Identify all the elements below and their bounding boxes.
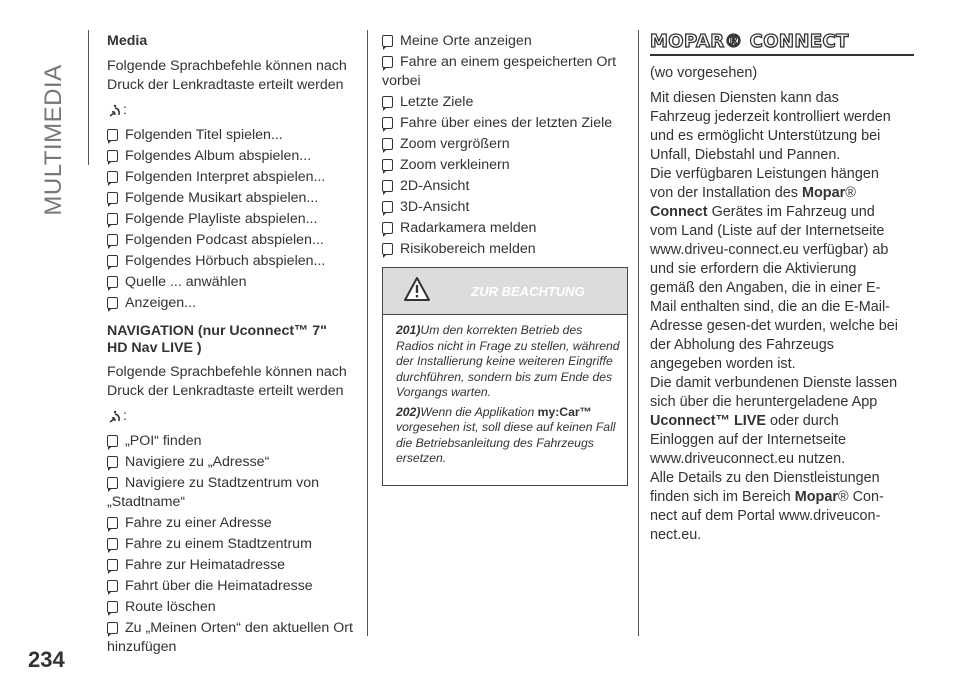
speech-bubble-icon (382, 180, 393, 192)
media-heading: Media (107, 33, 148, 49)
voice-command-line (109, 407, 357, 426)
command-text: Folgende Musikart abspielen... (125, 190, 319, 206)
speech-bubble-icon (107, 517, 118, 529)
command-item (107, 598, 357, 617)
command-text: Quelle ... anwählen (125, 274, 247, 290)
command-text: 2D-Ansicht (400, 178, 470, 194)
speech-bubble-icon (382, 201, 393, 213)
mopar-paragraph: Mit diesen Diensten kann das Fahrzeug jederzeit kontrolliert werden und es ermöglicht Unterstützung bei Unfall, Diebstahl und Pannen. (650, 90, 891, 163)
command-item (107, 147, 357, 166)
voice-command-icon (109, 103, 123, 119)
command-text: Folgenden Titel spielen... (125, 127, 283, 143)
mopar-paragraph: Alle Details zu den Dienstleistungen finden sich im Bereich Mopar® Con-nect auf dem Portal www.driveucon-nect.eu. (650, 470, 884, 543)
command-item (107, 126, 357, 145)
warning-icon (403, 276, 431, 302)
media-command-list (107, 126, 357, 313)
voice-colon: : (123, 408, 127, 424)
command-item (107, 273, 357, 292)
column-3 (650, 32, 902, 545)
command-item (382, 32, 627, 51)
command-item (382, 135, 627, 154)
command-item (107, 514, 357, 533)
speech-bubble-icon (107, 538, 118, 550)
command-text: Fahre an einem gespeicherten Ort vorbei (382, 54, 617, 89)
command-text: 3D-Ansicht (400, 199, 470, 215)
command-item (107, 210, 357, 229)
navigation-heading-line: HD Nav LIVE ) (107, 340, 202, 356)
command-item (382, 53, 627, 91)
command-text: Fahre zur Heimatadresse (125, 557, 286, 573)
command-text: Letzte Ziele (400, 94, 474, 110)
command-item (107, 168, 357, 187)
command-text: Folgende Playliste abspielen... (125, 211, 318, 227)
command-text: Fahre zu einer Adresse (125, 515, 272, 531)
speech-bubble-icon (382, 222, 393, 234)
command-item (107, 577, 357, 596)
navigation-heading-line: NAVIGATION (nur Uconnect™ 7" (107, 323, 327, 339)
media-intro: Folgende Sprachbefehle können nach Druck der Lenkradtaste erteilt werden (107, 58, 347, 93)
command-item (382, 114, 627, 133)
command-item (382, 198, 627, 217)
command-text: Meine Orte anzeigen (400, 33, 532, 49)
page-number: 234 (28, 647, 65, 672)
command-text: Fahre zu einem Stadtzentrum (125, 536, 312, 552)
speech-bubble-icon (107, 192, 118, 204)
note-item: 202)Wenn die Applikation my:Car™ vorgesehen ist, soll diese auf keinen Fall die Betriebsanleitung des Fahrzeugs ersetzen. (396, 404, 616, 465)
note-box (382, 267, 628, 486)
command-item (107, 252, 357, 271)
command-item (107, 294, 357, 313)
command-text: Folgendes Album abspielen... (125, 148, 312, 164)
command-item (382, 219, 627, 238)
speech-bubble-icon (107, 234, 118, 246)
navigation-heading (107, 323, 357, 357)
voice-command-line (109, 101, 357, 120)
command-text: „POI“ finden (125, 433, 202, 449)
command-item (107, 556, 357, 575)
command-item (382, 177, 627, 196)
speech-bubble-icon (107, 622, 118, 634)
speech-bubble-icon (107, 297, 118, 309)
column-divider (367, 30, 368, 636)
speech-bubble-icon (107, 276, 118, 288)
speech-bubble-icon (382, 117, 393, 129)
speech-bubble-icon (107, 150, 118, 162)
command-item (382, 156, 627, 175)
mopar-subtitle: (wo vorgesehen) (650, 65, 758, 81)
speech-bubble-icon (107, 477, 118, 489)
command-text: Folgendes Hörbuch abspielen... (125, 253, 326, 269)
command-text: Navigiere zu Stadtzentrum von „Stadtname“ (107, 475, 319, 510)
section-rule (88, 30, 89, 165)
voice-colon: : (123, 102, 127, 118)
column-2 (382, 32, 627, 486)
command-item (382, 93, 627, 112)
command-text: Navigiere zu „Adresse“ (125, 454, 270, 470)
mopar-connect-title: MOPAR® CONNECT (650, 32, 914, 56)
column-divider (638, 30, 639, 636)
command-text: Radarkamera melden (400, 220, 537, 236)
speech-bubble-icon (107, 171, 118, 183)
command-item (107, 619, 357, 657)
speech-bubble-icon (107, 601, 118, 613)
speech-bubble-icon (382, 35, 393, 47)
speech-bubble-icon (107, 213, 118, 225)
command-text: Anzeigen... (125, 295, 196, 311)
command-item (107, 474, 357, 512)
command-item (107, 535, 357, 554)
speech-bubble-icon (382, 56, 393, 68)
command-text: Zoom vergrößern (400, 136, 510, 152)
speech-bubble-icon (382, 243, 393, 255)
note-body (383, 315, 627, 485)
command-text: Fahrt über die Heimatadresse (125, 578, 313, 594)
command-item (107, 453, 357, 472)
speech-bubble-icon (107, 456, 118, 468)
note-title: ZUR BEACHTUNG (471, 283, 585, 299)
navigation-intro: Folgende Sprachbefehle können nach Druck der Lenkradtaste erteilt werden (107, 364, 347, 399)
speech-bubble-icon (382, 159, 393, 171)
note-item: 201)Um den korrekten Betrieb des Radios nicht in Frage zu stellen, während der Installierung keine weiteren Eingriffe durchführen, sondern bis zum Ende des Vorgangs warten. (396, 323, 620, 399)
navigation-command-list (107, 432, 357, 657)
section-label: MULTIMEDIA (40, 64, 67, 216)
command-text: Fahre über eines der letzten Ziele (400, 115, 613, 131)
note-header (383, 268, 627, 315)
command-item (382, 240, 627, 259)
command-text: Route löschen (125, 599, 216, 615)
speech-bubble-icon (107, 559, 118, 571)
speech-bubble-icon (107, 580, 118, 592)
speech-bubble-icon (107, 129, 118, 141)
mopar-paragraph: Die damit verbundenen Dienste lassen sich über die heruntergeladene App Uconnect™ LIVE oder durch Einloggen auf der Internetseite www.driveuconnect.eu nutzen. (650, 375, 898, 467)
speech-bubble-icon (107, 435, 118, 447)
command-text: Zu „Meinen Orten“ den aktuellen Ort hinzufügen (107, 620, 353, 655)
command-text: Zoom verkleinern (400, 157, 510, 173)
command-item (107, 432, 357, 451)
command-text: Risikobereich melden (400, 241, 536, 257)
speech-bubble-icon (107, 255, 118, 267)
speech-bubble-icon (382, 138, 393, 150)
command-item (107, 189, 357, 208)
navigation-command-list-continued (382, 32, 627, 259)
mopar-paragraph: Die verfügbaren Leistungen hängen von der Installation des Mopar® Connect Gerätes im Fahrzeug und vom Land (Liste auf der Internetseite www.driveu-connect.eu verfügbar) ab und sie erfordern die Aktivierung gemäß den Angaben, die in einer E-Mail enthalten sind, die an die E-Mail-Adresse gesen-det wurden, welche bei der Abholung des Fahrzeugs angegeben worden ist. (650, 166, 898, 372)
command-text: Folgenden Interpret abspielen... (125, 169, 326, 185)
voice-command-icon (109, 409, 123, 425)
speech-bubble-icon (382, 96, 393, 108)
command-text: Folgenden Podcast abspielen... (125, 232, 324, 248)
command-item (107, 231, 357, 250)
column-1 (107, 32, 357, 659)
